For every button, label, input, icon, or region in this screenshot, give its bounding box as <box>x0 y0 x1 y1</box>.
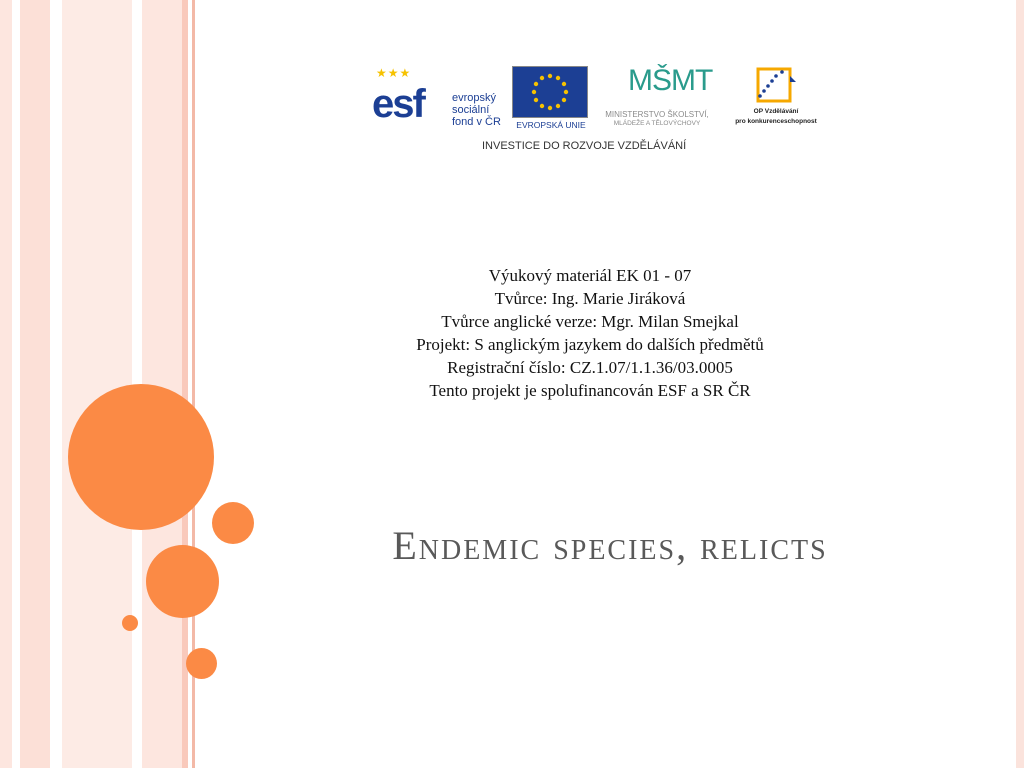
esf-mark: esf <box>372 82 424 126</box>
info-line-english-author: Tvůrce anglické verze: Mgr. Milan Smejkal <box>441 312 739 331</box>
info-line-project: Projekt: S anglickým jazykem do dalších předmětů <box>416 335 764 354</box>
investice-tagline: INVESTICE DO ROZVOJE VZDĚLÁVÁNÍ <box>482 140 687 152</box>
slide-title: Endemic species, relicts <box>392 523 828 568</box>
esf-line3: fond v ČR <box>452 116 501 128</box>
eu-caption: EVROPSKÁ UNIE <box>516 120 586 130</box>
decor-circle-large <box>68 384 214 530</box>
info-line-material: Výukový materiál EK 01 - 07 <box>488 266 692 285</box>
decor-circle-medium <box>146 545 219 618</box>
msmt-logo <box>594 64 720 134</box>
msmt-line1: MINISTERSTVO ŠKOLSTVÍ, <box>605 110 709 119</box>
decor-circle-tiny <box>122 615 138 631</box>
eu-logo <box>512 66 588 132</box>
msmt-line2: MLÁDEŽE A TĚLOVÝCHOVY <box>613 120 701 127</box>
esf-text <box>452 92 501 128</box>
esf-line1: evropský <box>452 92 497 104</box>
msmt-mark: MŠMT <box>628 64 713 97</box>
right-edge-stripe <box>1016 0 1024 768</box>
info-line-funding: Tento projekt je spolufinancován ESF a SR ČR <box>429 381 751 400</box>
op-line1: OP Vzdělávání <box>753 108 799 115</box>
decorative-stripes <box>0 0 205 768</box>
decor-circle-small-1 <box>212 502 254 544</box>
info-block <box>300 264 880 402</box>
info-line-author: Tvůrce: Ing. Marie Jiráková <box>494 289 686 308</box>
op-logo <box>730 66 822 132</box>
info-line-registration: Registrační číslo: CZ.1.07/1.1.36/03.0005 <box>447 358 733 377</box>
esf-logo <box>372 66 504 132</box>
decor-circle-small-2 <box>186 648 217 679</box>
eu-stars-icon <box>513 67 587 117</box>
esf-stars-icon: ★★★ <box>376 66 412 80</box>
logo-banner <box>372 64 822 164</box>
eu-flag-icon <box>512 66 588 118</box>
op-line2: pro konkurenceschopnost <box>735 118 817 125</box>
esf-line2: sociální <box>452 104 490 116</box>
op-mark-icon <box>752 66 796 104</box>
